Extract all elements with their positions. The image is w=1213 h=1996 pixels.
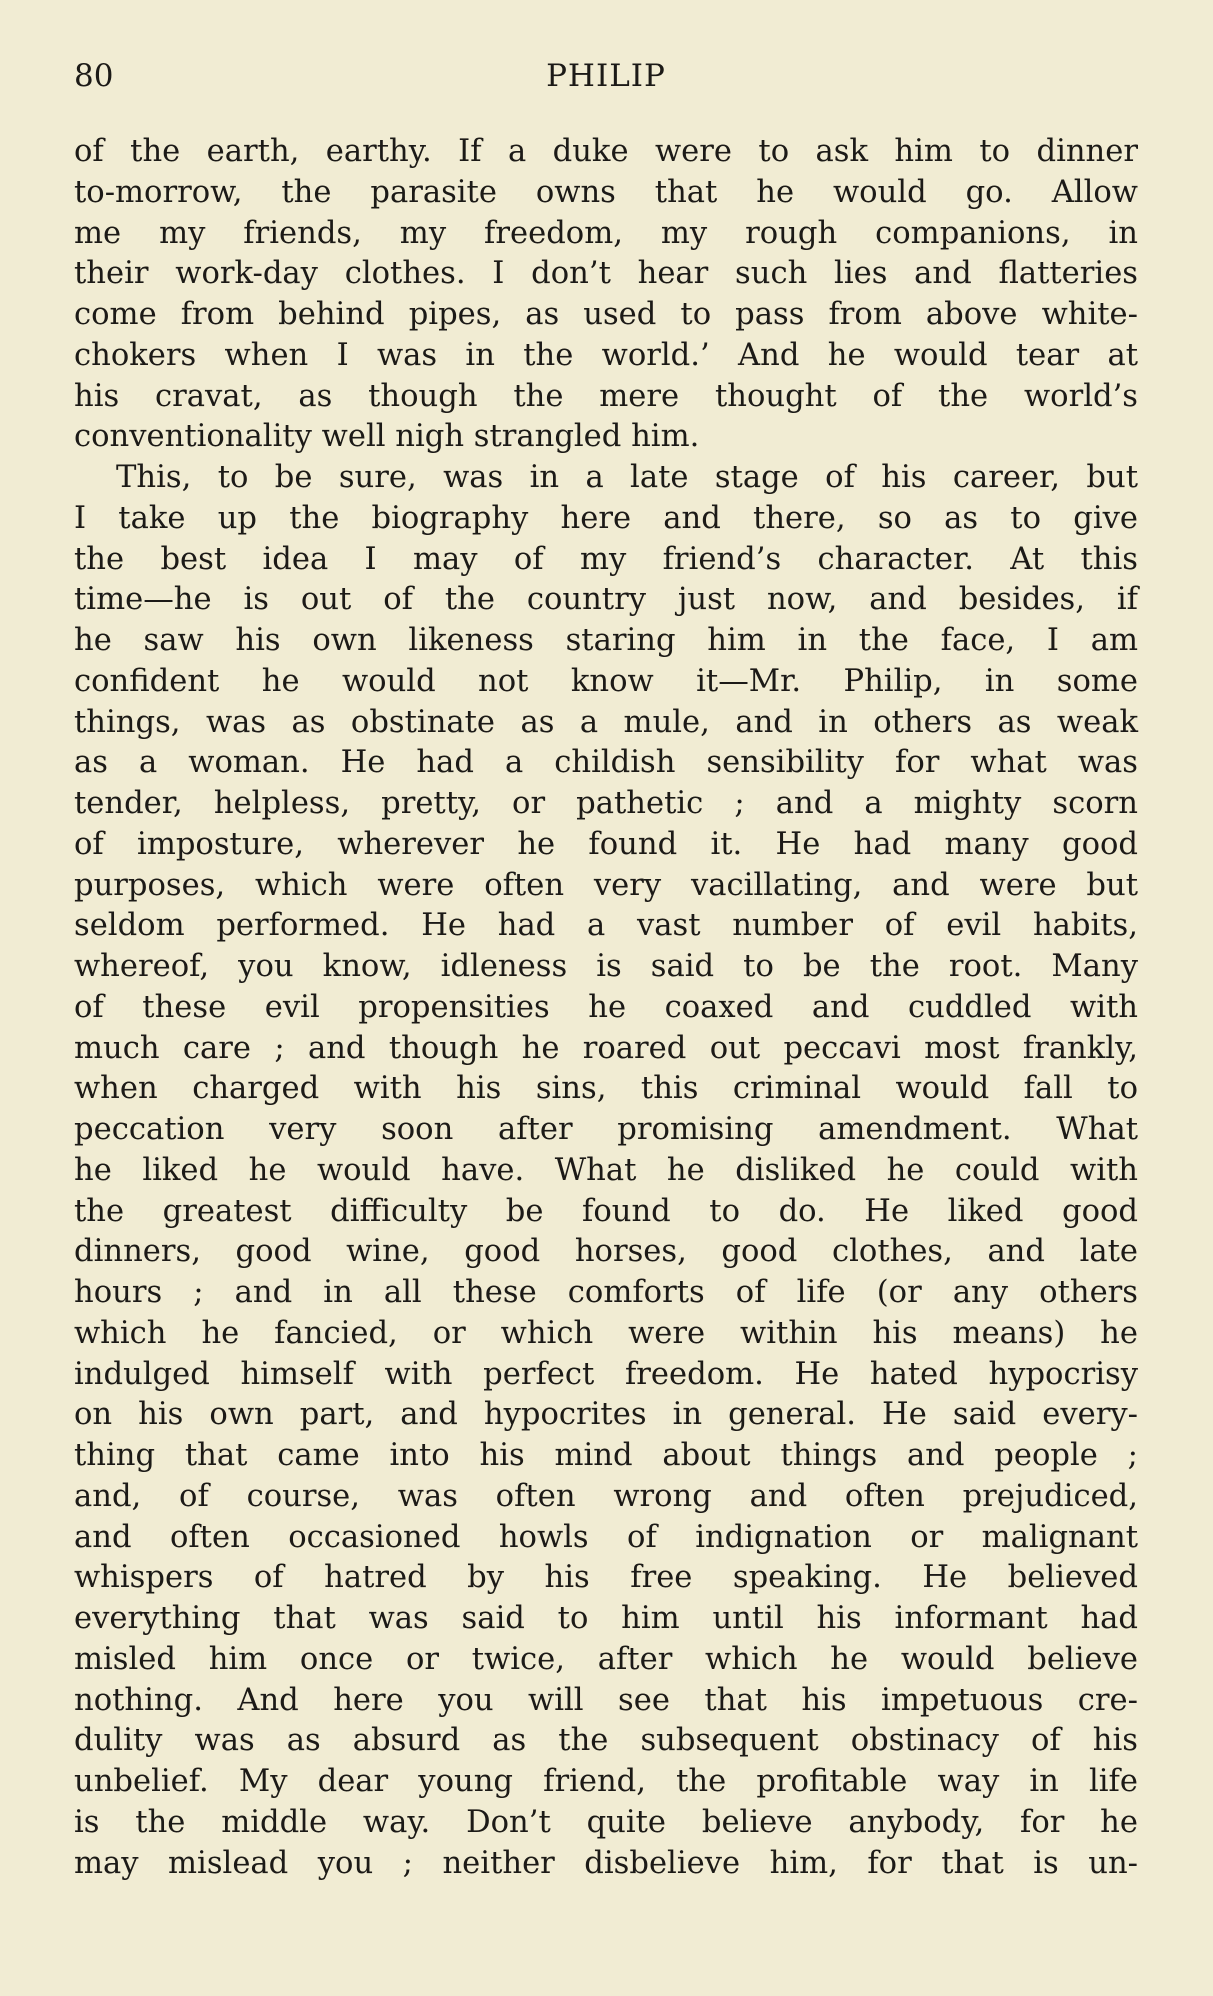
running-head	[74, 58, 1138, 106]
body-text	[74, 132, 1138, 1884]
text-line: he saw his own likeness staring him in the face, I am	[74, 623, 1138, 658]
text-line: whispers of hatred by his free speaking. He believed	[74, 1560, 1138, 1596]
text-line: nothing. And here you will see that his impetuous cre-	[74, 1682, 1138, 1718]
text-line: when charged with his sins, this criminal would fall to	[74, 1071, 1138, 1107]
text-line: to-morrow, the parasite owns that he would go. Allow	[74, 174, 1138, 210]
text-line: the greatest difficulty be found to do. He liked good	[74, 1193, 1138, 1229]
text-line: everything that was said to him until his informant had	[74, 1601, 1138, 1636]
text-line: and often occasioned howls of indignation or malignant	[74, 1519, 1138, 1555]
text-line: their work-day clothes. I don’t hear such lies and flatteries	[74, 256, 1138, 292]
text-line: things, was as obstinate as a mule, and in others as weak	[74, 704, 1138, 740]
text-line: as a woman. He had a childish sensibility for what was	[74, 745, 1138, 781]
text-line: chokers when I was in the world.’ And he would tear at	[74, 337, 1138, 373]
page-number: 80	[74, 58, 114, 94]
text-line: time—he is out of the country just now, and besides, if	[74, 582, 1138, 618]
text-line: may mislead you ; neither disbelieve him, for that is un-	[74, 1845, 1138, 1881]
text-line: much care ; and though he roared out peccavi most frankly,	[74, 1030, 1138, 1066]
text-line: indulged himself with perfect freedom. He hated hypocrisy	[74, 1356, 1138, 1392]
running-title: PHILIP	[546, 58, 666, 94]
text-line: peccation very soon after promising amendment. What	[74, 1112, 1138, 1147]
text-line: unbelief. My dear young friend, the profitable way in life	[74, 1764, 1138, 1799]
text-line: misled him once or twice, after which he would believe	[74, 1641, 1138, 1677]
text-line: the best idea I may of my friend’s character. At this	[74, 541, 1138, 577]
text-line: dulity was as absurd as the subsequent obstinacy of his	[74, 1723, 1138, 1759]
text-line: which he fancied, or which were within his means) he	[74, 1315, 1138, 1351]
text-line: of these evil propensities he coaxed and cuddled with	[74, 989, 1138, 1025]
text-line: is the middle way. Don’t quite believe anybody, for he	[74, 1804, 1138, 1840]
text-line: on his own part, and hypocrites in general. He said every-	[74, 1397, 1138, 1433]
text-line: me my friends, my freedom, my rough companions, in	[74, 215, 1138, 251]
text-line: confident he would not know it—Mr. Philip, in some	[74, 663, 1138, 699]
text-line: purposes, which were often very vacillating, and were but	[74, 867, 1138, 903]
text-line: tender, helpless, pretty, or pathetic ; and a mighty scorn	[74, 786, 1138, 821]
text-line: of the earth, earthy. If a duke were to ask him to dinner	[74, 134, 1138, 169]
text-line: hours ; and in all these comforts of life (or any others	[74, 1275, 1138, 1310]
text-line: I take up the biography here and there, so as to give	[74, 500, 1138, 536]
text-line: thing that came into his mind about things and people ;	[74, 1438, 1138, 1473]
text-line: whereof, you know, idleness is said to be the root. Many	[74, 949, 1138, 984]
text-line: his cravat, as though the mere thought of the world’s	[74, 378, 1138, 414]
text-line: come from behind pipes, as used to pass from above white-	[74, 297, 1138, 332]
text-line: dinners, good wine, good horses, good clothes, and late	[74, 1234, 1138, 1270]
text-line: This, to be sure, was in a late stage of his career, but	[116, 460, 1138, 495]
text-line: and, of course, was often wrong and often prejudiced,	[74, 1478, 1138, 1514]
text-line: seldom performed. He had a vast number of evil habits,	[74, 908, 1138, 944]
text-line: he liked he would have. What he disliked he could with	[74, 1152, 1138, 1188]
text-line: of imposture, wherever he found it. He had many good	[74, 826, 1138, 862]
text-line: conventionality well nigh strangled him.	[74, 419, 700, 455]
